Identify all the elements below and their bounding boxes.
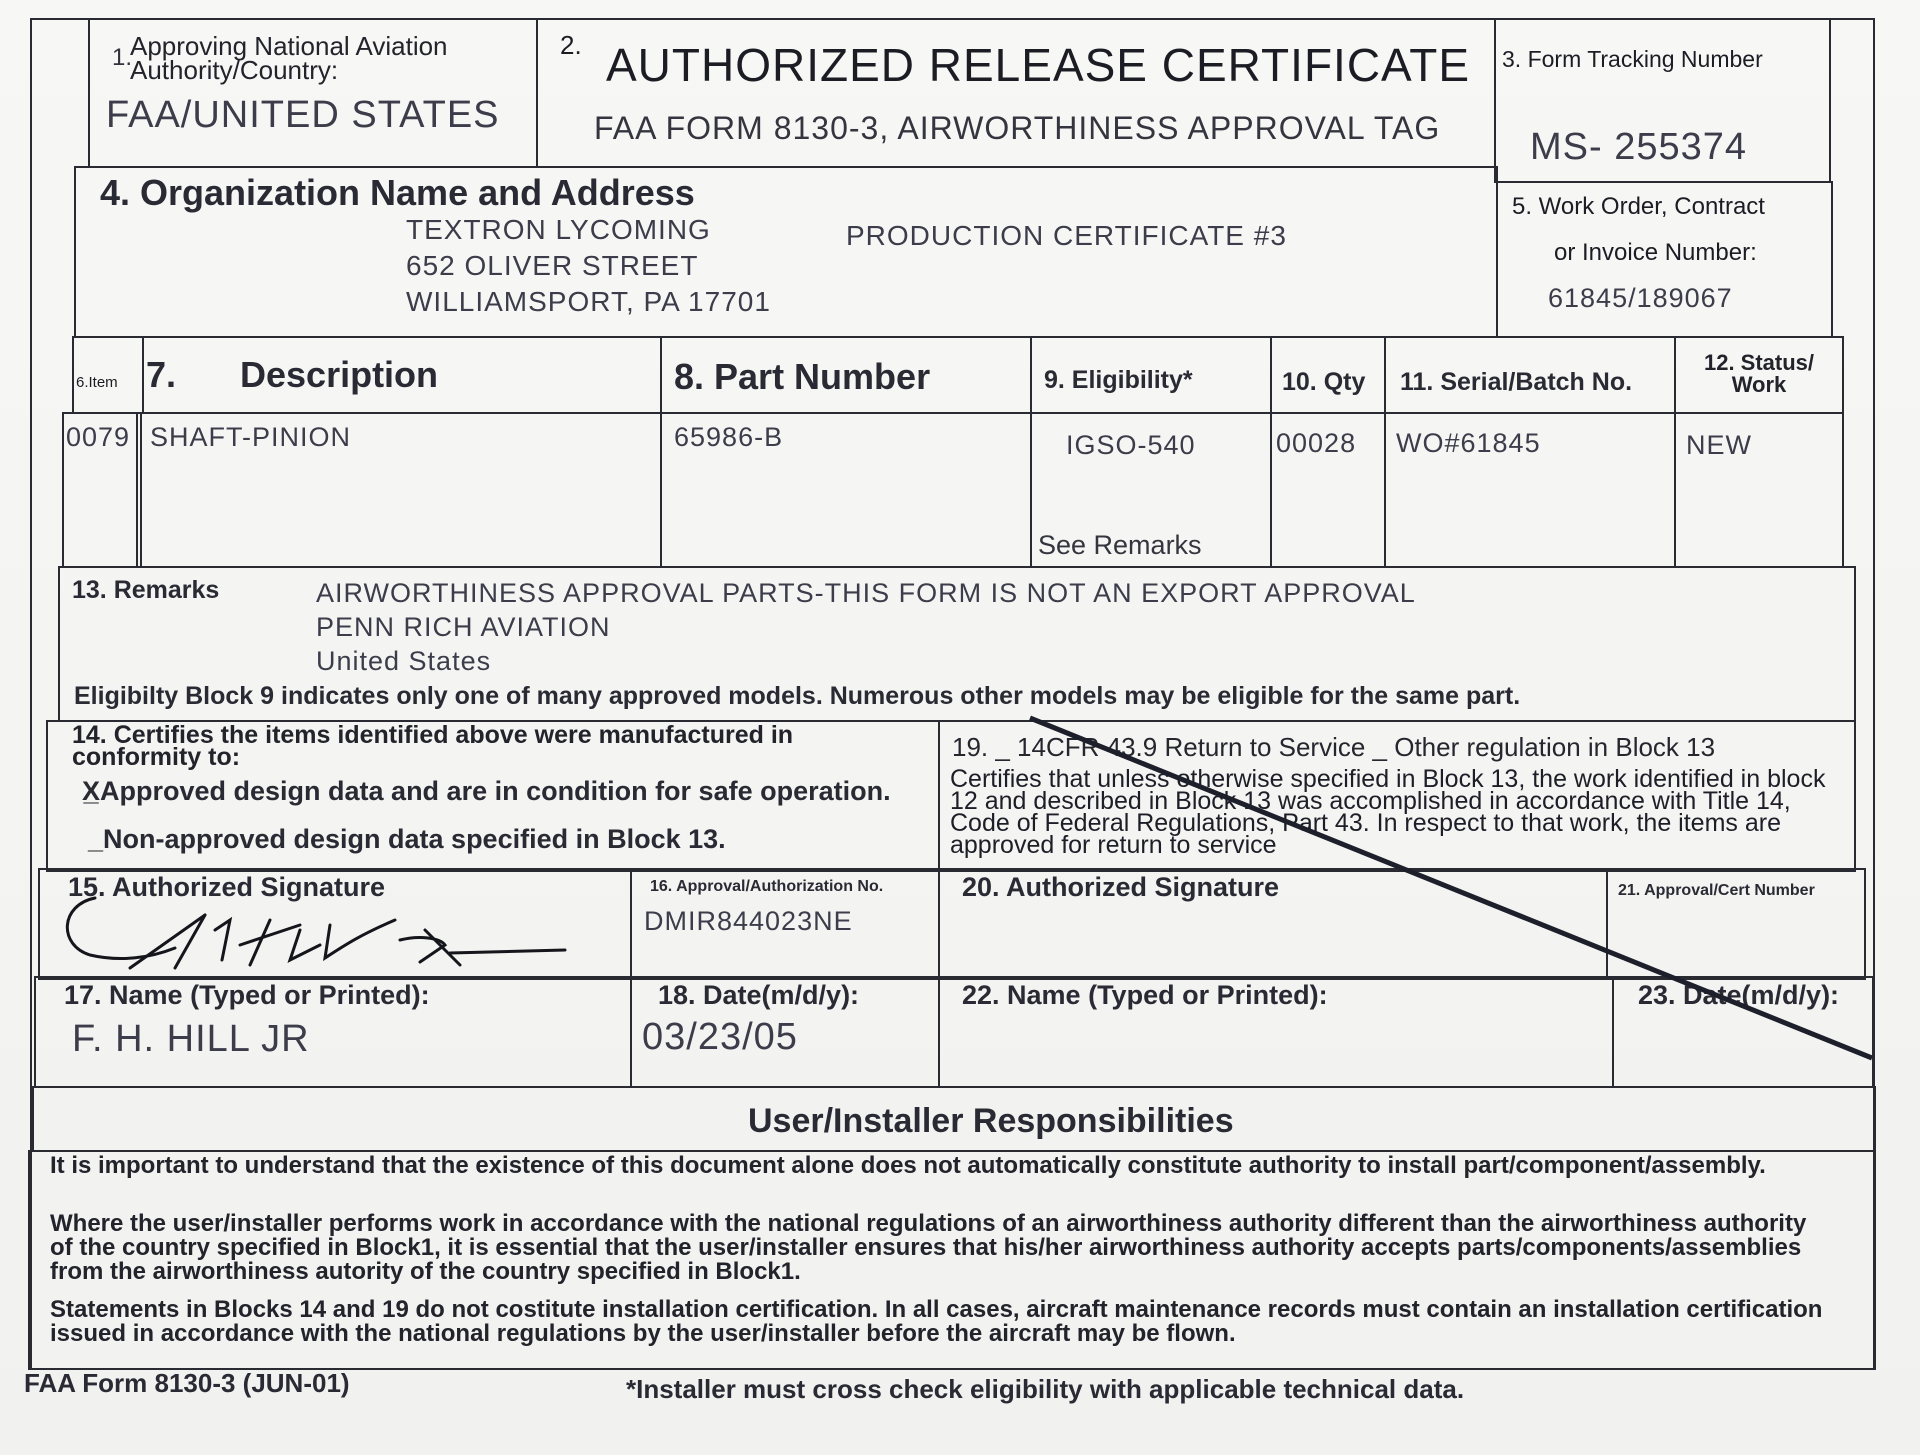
remarks-line-3: United States [316,646,492,676]
signer-name: F. H. HILL JR [72,1018,310,1060]
eligibility-note: Eligibilty Block 9 indicates only one of many approved models. Numerous other models may be eligible for the same part. [74,682,1521,710]
block-2-num: 2. [560,30,582,60]
form-title: AUTHORIZED RELEASE CERTIFICATE [606,39,1471,91]
block-14-option-approved: X̲Approved design data and are in condition for safe operation. [82,776,891,806]
work-order-number: 61845/189067 [1548,283,1733,313]
row-status-value: NEW [1686,430,1752,460]
block-3-label: 3. Form Tracking Number [1502,46,1763,72]
row-part-number-value: 65986-B [674,422,784,452]
block-23-label: 23. Date(m/d/y): [1638,980,1840,1010]
block-19-text: Certifies that unless otherwise specified in Block 13, the work identified in block 12 and described in Block 13 was accomplished in accordance with Title 14, Code of Federal Regulations, Part 43. In respect to that work, the items are approved for return to service [950,765,1826,859]
row-eligibility-note: See Remarks [1038,530,1202,560]
header-part-number-label: 8. Part Number [674,356,931,397]
row-description-value: SHAFT-PINION [150,422,352,452]
header-qty-label: 10. Qty [1282,368,1366,396]
header-status-label: 12. Status/ Work [1703,350,1815,397]
row-serial-value: WO#61845 [1396,428,1541,458]
handwritten-signature [67,898,565,968]
remarks-line-2: PENN RICH AVIATION [316,612,611,642]
row-eligibility-value: IGSO-540 [1066,430,1196,460]
production-certificate: PRODUCTION CERTIFICATE #3 [846,220,1287,251]
block-1-value: FAA/UNITED STATES [106,94,500,136]
block-22-label: 22. Name (Typed or Printed): [962,980,1328,1010]
block-20-label: 20. Authorized Signature [962,872,1280,902]
form-subtitle: FAA FORM 8130-3, AIRWORTHINESS APPROVAL TAG [594,110,1441,146]
block-5-label-1: 5. Work Order, Contract [1512,193,1765,220]
signature-date: 03/23/05 [642,1016,798,1058]
approval-number: DMIR844023NE [644,906,853,936]
header-serial-label: 11. Serial/Batch No. [1400,368,1633,396]
responsibilities-title: User/Installer Responsibilities [748,1102,1234,1140]
org-city: WILLIAMSPORT, PA 17701 [406,286,771,317]
block-18-label: 18. Date(m/d/y): [658,980,860,1010]
row-qty-value: 00028 [1276,428,1357,458]
footer-form-number: FAA Form 8130-3 (JUN-01) [24,1368,350,1398]
header-description-num: 7. [146,354,177,395]
footer-installer-note: *Installer must cross check eligibility with applicable technical data. [626,1374,1465,1404]
responsibilities-p3: Statements in Blocks 14 and 19 do not costitute installation certification. In all cases, aircraft maintenance records must contain an installation certification issued in accordance with the national regulations by the user/installer before the aircraft may be flown. [50,1296,1823,1347]
block-4-label: 4. Organization Name and Address [100,172,695,213]
form-tracking-number: MS- 255374 [1530,126,1748,168]
block-1-num: 1. [112,44,133,71]
void-diagonal-line [1030,718,1872,1058]
block-13-label: 13. Remarks [72,576,220,604]
org-name: TEXTRON LYCOMING [406,214,711,245]
block-15-label: 15. Authorized Signature [68,872,386,902]
remarks-line-1: AIRWORTHINESS APPROVAL PARTS-THIS FORM IS NOT AN EXPORT APPROVAL [316,578,1416,608]
block-14-label: 14. Certifies the items identified above were manufactured in conformity to: [72,721,794,771]
responsibilities-p2: Where the user/installer performs work in accordance with the national regulations of an airworthiness authority different than the airworthiness authority of the country specified in Block1, it is essential that the user/installer ensures that his/her airworthiness authority accepts parts/components/assemblies from the airworthiness autority of the country specified in Block1. [50,1210,1807,1285]
header-eligibility-label: 9. Eligibility* [1044,366,1193,394]
block-19-header: 19. _ 14CFR 43.9 Return to Service _ Other regulation in Block 13 [952,732,1716,762]
header-item-label: 6.Item [76,374,118,391]
block-17-label: 17. Name (Typed or Printed): [64,980,430,1010]
row-item-value: 0079 [66,422,131,452]
block-5-label-2: or Invoice Number: [1554,239,1757,266]
block-16-label: 16. Approval/Authorization No. [650,878,884,895]
block-1-label: Approving National Aviation Authority/Country: [130,31,448,85]
org-street: 652 OLIVER STREET [406,250,699,281]
block-14-option-non-approved: _Non-approved design data specified in Block 13. [88,824,726,854]
header-description-label: Description [240,354,439,395]
block-21-label: 21. Approval/Cert Number [1618,882,1815,899]
responsibilities-p1: It is important to understand that the existence of this document alone does not automatically constitute authority to install part/component/assembly. [50,1152,1766,1179]
